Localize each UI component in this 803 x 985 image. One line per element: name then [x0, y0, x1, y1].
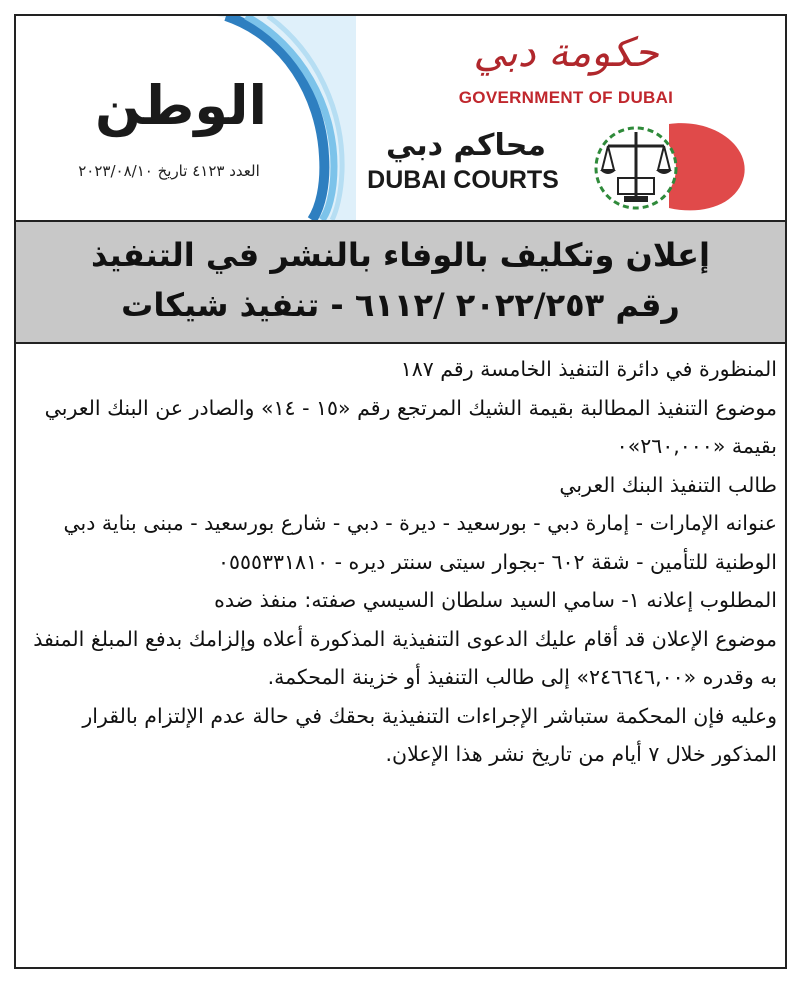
government-english-logo: GOVERNMENT OF DUBAI — [458, 88, 674, 107]
body-paragraph-notice-subject: موضوع الإعلان قد أقام عليك الدعوى التنفيذية المذكورة أعلاه وإلزامك بدفع المبلغ المنفذ به وقدره «٢٤٦٦٤٦,٠٠» إلى طالب التنفيذ أو خزينة المحكمة. — [33, 626, 777, 689]
government-arabic-logo: حكومة دبي — [473, 30, 659, 76]
announcement-title-line-1: إعلان وتكليف بالوفاء بالنشر في التنفيذ — [91, 236, 710, 274]
body-paragraph-court-department: المنظورة في دائرة التنفيذ الخامسة رقم ١٨٧ — [400, 357, 777, 381]
courts-english-name: DUBAI COURTS — [367, 166, 559, 194]
body-paragraph-warning: وعليه فإن المحكمة ستباشر الإجراءات التنفيذية بحقك في حالة عدم الإلتزام بالقرار المذكور خلال ٧ أيام من تاريخ نشر هذا الإعلان. — [82, 703, 777, 766]
body-paragraph-claimant: طالب التنفيذ البنك العربي — [559, 472, 777, 497]
announcement-frame — [14, 14, 787, 969]
courts-arabic-name: محاكم دبي — [386, 128, 546, 163]
title-band — [16, 220, 785, 344]
header — [16, 16, 785, 220]
body-paragraph-respondent: المطلوب إعلانه ١- سامي السيد سلطان السيسي صفته: منفذ ضده — [214, 588, 777, 612]
body-paragraph-subject: موضوع التنفيذ المطالبة بقيمة الشيك المرتجع رقم «١٥ - ١٤» والصادر عن البنك العربي بقيمة «٢٦٠,٠٠٠»٠ — [44, 395, 777, 458]
issue-date-line: العدد ٤١٢٣ تاريخ ٢٠٢٣/٠٨/١٠ — [78, 162, 260, 180]
announcement-body — [26, 350, 777, 774]
scales-of-justice-icon — [574, 116, 750, 216]
announcement-title-line-2: رقم ٢٠٢٢/٢٥٣ /٦١١٢ - تنفيذ شيكات — [121, 286, 680, 324]
body-paragraph-address: عنوانه الإمارات - إمارة دبي - بورسعيد - ديرة - دبي - شارع بورسعيد - مبنى بناية دبي الوطنية للتأمين - شقة ٦٠٢ -بجوار سيتى سنتر ديره - ٠٥٥٥٣٣١٨١٠ — [63, 511, 777, 574]
newspaper-name: الوطن — [94, 74, 268, 137]
